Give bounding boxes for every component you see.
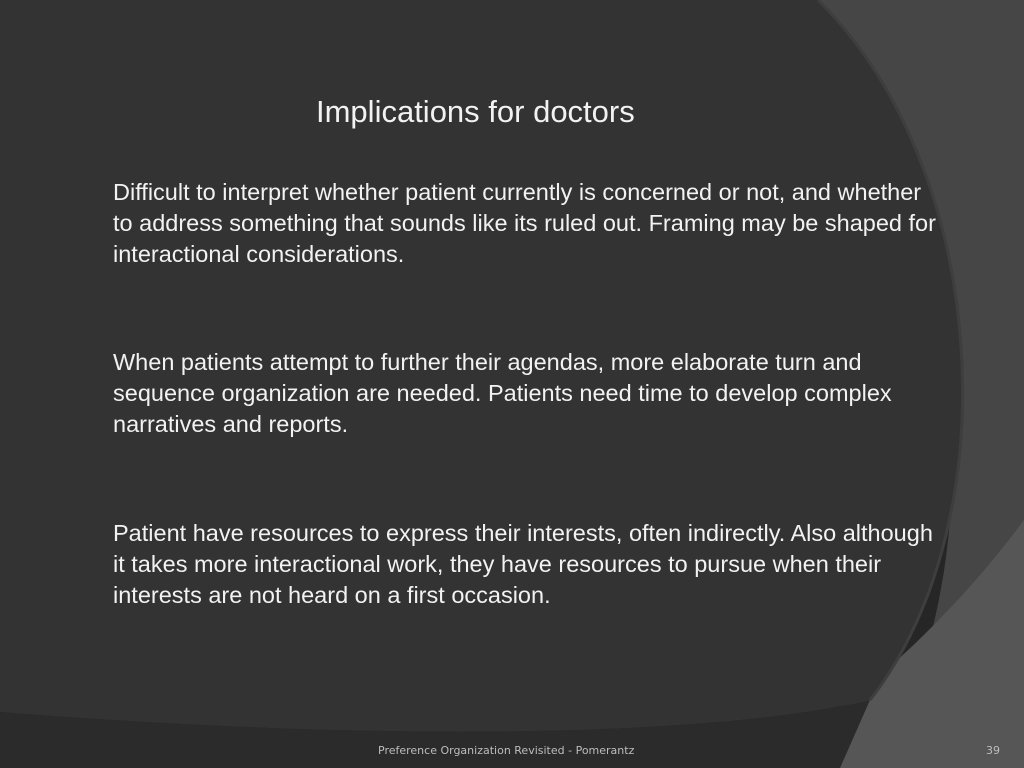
paragraph-3: Patient have resources to express their interests, often indirectly. Also although it takes more interactional work, they have resources to pursue when their interests are not heard on a first occasion. <box>113 520 933 608</box>
paragraph-2: When patients attempt to further their agendas, more elaborate turn and sequence organization are needed. Patients need time to develop complex narratives and reports. <box>113 349 892 437</box>
paragraph-1: Difficult to interpret whether patient currently is concerned or not, and whether to address something that sounds like its ruled out. Framing may be shaped for interactional considerations. <box>113 179 936 267</box>
page-number: 39 <box>986 744 1000 757</box>
slide-title: Implications for doctors <box>316 94 635 129</box>
footer-text: Preference Organization Revisited - Pomerantz <box>378 744 635 757</box>
